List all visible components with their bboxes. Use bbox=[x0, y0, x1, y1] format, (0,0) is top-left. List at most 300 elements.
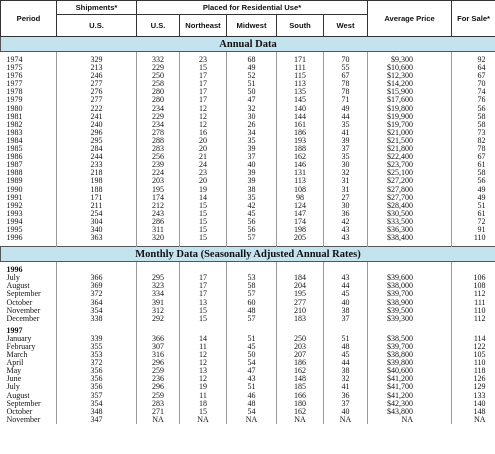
cell-south: 124 bbox=[277, 202, 324, 210]
cell-period: 1984 bbox=[6, 135, 23, 145]
cell-west: 36 bbox=[324, 392, 368, 400]
cell-midwest: 46 bbox=[227, 392, 277, 400]
header-average-price: Average Price bbox=[368, 1, 452, 37]
cell-west: 45 bbox=[324, 290, 368, 298]
cell-period: 1994 bbox=[6, 216, 23, 226]
cell-for-sale: 118 bbox=[452, 367, 495, 375]
cell-shipments-us: 372 bbox=[57, 290, 137, 298]
cell-placed-us: 288 bbox=[137, 137, 180, 145]
cell-west: 44 bbox=[324, 113, 368, 121]
cell-shipments-us: 213 bbox=[57, 64, 137, 72]
cell-midwest: 57 bbox=[227, 234, 277, 242]
table-row bbox=[1, 234, 495, 242]
cell-midwest: 68 bbox=[227, 56, 277, 64]
cell-midwest: 39 bbox=[227, 145, 277, 153]
cell-average-price: $28,400 bbox=[368, 202, 452, 210]
cell-for-sale: NA bbox=[452, 416, 495, 424]
cell-northeast: 15 bbox=[180, 307, 227, 315]
cell-south: 115 bbox=[277, 72, 324, 80]
cell-west: 41 bbox=[324, 383, 368, 391]
cell-northeast: 15 bbox=[180, 210, 227, 218]
table-body bbox=[1, 37, 495, 424]
cell-period: April bbox=[6, 358, 24, 368]
cell-midwest: 38 bbox=[227, 186, 277, 194]
cell-period: August bbox=[6, 390, 30, 400]
cell-placed-us: 283 bbox=[137, 400, 180, 408]
cell-northeast: 18 bbox=[180, 400, 227, 408]
cell-midwest: 49 bbox=[227, 64, 277, 72]
cell-period: 1995 bbox=[6, 224, 23, 234]
cell-midwest: 50 bbox=[227, 351, 277, 359]
cell-placed-us: 212 bbox=[137, 202, 180, 210]
cell-average-price: $22,400 bbox=[368, 153, 452, 161]
cell-shipments-us: 198 bbox=[57, 177, 137, 185]
cell-west: 39 bbox=[324, 137, 368, 145]
cell-south: 183 bbox=[277, 315, 324, 323]
cell-average-price: $38,800 bbox=[368, 351, 452, 359]
cell-placed-us: 295 bbox=[137, 274, 180, 282]
cell-shipments-us: 188 bbox=[57, 186, 137, 194]
cell-midwest: 54 bbox=[227, 359, 277, 367]
cell-period: 1993 bbox=[6, 208, 23, 218]
cell-for-sale: 58 bbox=[452, 121, 495, 129]
cell-shipments-us: 277 bbox=[57, 80, 137, 88]
cell-midwest: 58 bbox=[227, 282, 277, 290]
cell-midwest: 53 bbox=[227, 274, 277, 282]
cell-for-sale: 61 bbox=[452, 161, 495, 169]
cell-south: 184 bbox=[277, 274, 324, 282]
cell-south: 203 bbox=[277, 343, 324, 351]
cell-average-price: $41,200 bbox=[368, 392, 452, 400]
cell-average-price: $21,500 bbox=[368, 137, 452, 145]
cell-west: 45 bbox=[324, 351, 368, 359]
cell-for-sale: 73 bbox=[452, 129, 495, 137]
cell-shipments-us: 233 bbox=[57, 161, 137, 169]
cell-northeast: 11 bbox=[180, 343, 227, 351]
cell-period: 1981 bbox=[6, 111, 23, 121]
cell-for-sale: 106 bbox=[452, 274, 495, 282]
header-for-sale: For Sale* bbox=[452, 1, 495, 37]
cell-average-price: $19,700 bbox=[368, 121, 452, 129]
cell-south: 147 bbox=[277, 210, 324, 218]
cell-for-sale: 70 bbox=[452, 80, 495, 88]
cell-placed-us: 323 bbox=[137, 282, 180, 290]
cell-south: 180 bbox=[277, 400, 324, 408]
cell-south: 162 bbox=[277, 367, 324, 375]
cell-for-sale: 148 bbox=[452, 408, 495, 416]
cell-period: 1979 bbox=[6, 95, 23, 105]
table-row bbox=[1, 315, 495, 323]
cell-south: 146 bbox=[277, 161, 324, 169]
cell-northeast: 14 bbox=[180, 335, 227, 343]
cell-shipments-us: 277 bbox=[57, 96, 137, 104]
cell-placed-us: 280 bbox=[137, 88, 180, 96]
cell-northeast: 15 bbox=[180, 202, 227, 210]
cell-period: June bbox=[6, 374, 22, 384]
header-shipments-us: U.S. bbox=[57, 15, 137, 37]
cell-period: 1986 bbox=[6, 152, 23, 162]
cell-south: 113 bbox=[277, 80, 324, 88]
cell-midwest: 32 bbox=[227, 105, 277, 113]
cell-average-price: $33,500 bbox=[368, 218, 452, 226]
cell-west: 31 bbox=[324, 186, 368, 194]
cell-period: 1982 bbox=[6, 119, 23, 129]
cell-shipments-us: 357 bbox=[57, 392, 137, 400]
cell-average-price: $36,300 bbox=[368, 226, 452, 234]
cell-northeast: 16 bbox=[180, 129, 227, 137]
header-south: South bbox=[277, 15, 324, 37]
cell-shipments-us: 244 bbox=[57, 153, 137, 161]
cell-midwest: 47 bbox=[227, 367, 277, 375]
cell-for-sale: 58 bbox=[452, 169, 495, 177]
cell-midwest: 39 bbox=[227, 177, 277, 185]
cell-northeast: 13 bbox=[180, 299, 227, 307]
cell-northeast: 17 bbox=[180, 72, 227, 80]
cell-south: 161 bbox=[277, 121, 324, 129]
cell-average-price: NA bbox=[368, 416, 452, 424]
cell-west: 40 bbox=[324, 299, 368, 307]
cell-midwest: 26 bbox=[227, 121, 277, 129]
cell-northeast: 11 bbox=[180, 392, 227, 400]
cell-for-sale: 126 bbox=[452, 375, 495, 383]
header-period: Period bbox=[1, 1, 57, 37]
cell-west: 37 bbox=[324, 315, 368, 323]
cell-south: 131 bbox=[277, 169, 324, 177]
cell-midwest: 52 bbox=[227, 72, 277, 80]
cell-shipments-us: 240 bbox=[57, 121, 137, 129]
cell-south: NA bbox=[277, 416, 324, 424]
cell-placed-us: 307 bbox=[137, 343, 180, 351]
cell-midwest: 40 bbox=[227, 161, 277, 169]
cell-for-sale: 67 bbox=[452, 72, 495, 80]
cell-south: 205 bbox=[277, 234, 324, 242]
cell-for-sale: 74 bbox=[452, 88, 495, 96]
cell-for-sale: 72 bbox=[452, 218, 495, 226]
cell-west: 35 bbox=[324, 153, 368, 161]
cell-shipments-us: 347 bbox=[57, 416, 137, 424]
cell-south: 98 bbox=[277, 194, 324, 202]
cell-midwest: 34 bbox=[227, 129, 277, 137]
cell-midwest: 57 bbox=[227, 315, 277, 323]
cell-period: July bbox=[6, 273, 20, 283]
cell-average-price: $19,900 bbox=[368, 113, 452, 121]
cell-period: 1987 bbox=[6, 160, 23, 170]
cell-average-price: $17,600 bbox=[368, 96, 452, 104]
cell-for-sale: 112 bbox=[452, 315, 495, 323]
cell-placed-us: 292 bbox=[137, 315, 180, 323]
cell-average-price: $38,400 bbox=[368, 234, 452, 242]
cell-west: 43 bbox=[324, 234, 368, 242]
cell-south: 186 bbox=[277, 359, 324, 367]
cell-for-sale: 56 bbox=[452, 177, 495, 185]
cell-placed-us: 296 bbox=[137, 359, 180, 367]
cell-for-sale: 49 bbox=[452, 186, 495, 194]
cell-placed-us: 278 bbox=[137, 129, 180, 137]
cell-average-price: $27,200 bbox=[368, 177, 452, 185]
cell-south: 145 bbox=[277, 96, 324, 104]
cell-northeast: 12 bbox=[180, 351, 227, 359]
cell-south: 188 bbox=[277, 145, 324, 153]
cell-northeast: 17 bbox=[180, 290, 227, 298]
cell-west: 43 bbox=[324, 274, 368, 282]
cell-south: 210 bbox=[277, 307, 324, 315]
cell-northeast: 20 bbox=[180, 177, 227, 185]
cell-average-price: $39,700 bbox=[368, 343, 452, 351]
cell-south: 140 bbox=[277, 105, 324, 113]
cell-placed-us: 312 bbox=[137, 307, 180, 315]
cell-midwest: 43 bbox=[227, 375, 277, 383]
cell-period: 1996 bbox=[6, 233, 23, 243]
cell-midwest: 57 bbox=[227, 290, 277, 298]
cell-northeast: 23 bbox=[180, 56, 227, 64]
cell-shipments-us: 171 bbox=[57, 194, 137, 202]
cell-for-sale: 108 bbox=[452, 282, 495, 290]
cell-midwest: 30 bbox=[227, 113, 277, 121]
cell-average-price: $41,700 bbox=[368, 383, 452, 391]
cell-for-sale: 112 bbox=[452, 290, 495, 298]
cell-shipments-us: 340 bbox=[57, 226, 137, 234]
cell-average-price: $27,800 bbox=[368, 186, 452, 194]
cell-west: 40 bbox=[324, 408, 368, 416]
cell-northeast: 19 bbox=[180, 383, 227, 391]
cell-placed-us: 250 bbox=[137, 72, 180, 80]
cell-placed-us: 243 bbox=[137, 210, 180, 218]
cell-northeast: 17 bbox=[180, 88, 227, 96]
cell-west: 31 bbox=[324, 177, 368, 185]
cell-for-sale: 133 bbox=[452, 392, 495, 400]
cell-south: 277 bbox=[277, 299, 324, 307]
cell-west: 32 bbox=[324, 375, 368, 383]
cell-for-sale: 78 bbox=[452, 145, 495, 153]
cell-period: October bbox=[6, 406, 33, 416]
cell-shipments-us: 353 bbox=[57, 351, 137, 359]
cell-period: 1980 bbox=[6, 103, 23, 113]
cell-west: 36 bbox=[324, 210, 368, 218]
cell-average-price: $9,300 bbox=[368, 56, 452, 64]
cell-shipments-us: 369 bbox=[57, 282, 137, 290]
cell-average-price: $41,200 bbox=[368, 375, 452, 383]
cell-period: December bbox=[6, 313, 40, 323]
cell-south: 162 bbox=[277, 153, 324, 161]
cell-for-sale: 61 bbox=[452, 210, 495, 218]
cell-northeast: 15 bbox=[180, 64, 227, 72]
cell-shipments-us: 295 bbox=[57, 137, 137, 145]
cell-average-price: $38,900 bbox=[368, 299, 452, 307]
cell-for-sale: 105 bbox=[452, 351, 495, 359]
cell-period: 1992 bbox=[6, 200, 23, 210]
cell-west: 71 bbox=[324, 96, 368, 104]
cell-shipments-us: 222 bbox=[57, 105, 137, 113]
cell-placed-us: 195 bbox=[137, 186, 180, 194]
cell-northeast: 17 bbox=[180, 282, 227, 290]
cell-period: November bbox=[6, 305, 41, 315]
cell-west: 44 bbox=[324, 359, 368, 367]
cell-midwest: 60 bbox=[227, 299, 277, 307]
cell-west: 35 bbox=[324, 121, 368, 129]
cell-for-sale: 49 bbox=[452, 194, 495, 202]
cell-northeast: 12 bbox=[180, 121, 227, 129]
cell-period: October bbox=[6, 297, 33, 307]
cell-period: 1975 bbox=[6, 63, 23, 73]
cell-placed-us: 259 bbox=[137, 367, 180, 375]
cell-for-sale: 140 bbox=[452, 400, 495, 408]
cell-south: 135 bbox=[277, 88, 324, 96]
cell-period: 1974 bbox=[6, 55, 23, 64]
cell-west: 37 bbox=[324, 400, 368, 408]
cell-for-sale: 82 bbox=[452, 137, 495, 145]
cell-average-price: $10,600 bbox=[368, 64, 452, 72]
cell-shipments-us: 354 bbox=[57, 400, 137, 408]
cell-placed-us: 229 bbox=[137, 113, 180, 121]
cell-shipments-us: 304 bbox=[57, 218, 137, 226]
cell-shipments-us: 338 bbox=[57, 315, 137, 323]
cell-northeast: 21 bbox=[180, 153, 227, 161]
cell-average-price: $19,800 bbox=[368, 105, 452, 113]
cell-placed-us: 236 bbox=[137, 375, 180, 383]
cell-placed-us: 320 bbox=[137, 234, 180, 242]
cell-for-sale: 110 bbox=[452, 307, 495, 315]
cell-placed-us: 283 bbox=[137, 145, 180, 153]
header-west: West bbox=[324, 15, 368, 37]
cell-period: 1991 bbox=[6, 192, 23, 202]
cell-south: 204 bbox=[277, 282, 324, 290]
cell-placed-us: NA bbox=[137, 416, 180, 424]
cell-south: 250 bbox=[277, 335, 324, 343]
cell-west: 32 bbox=[324, 169, 368, 177]
cell-northeast: 17 bbox=[180, 96, 227, 104]
cell-for-sale: 92 bbox=[452, 56, 495, 64]
cell-west: 78 bbox=[324, 80, 368, 88]
cell-west: 41 bbox=[324, 129, 368, 137]
cell-west: 55 bbox=[324, 64, 368, 72]
header-northeast: Northeast bbox=[180, 15, 227, 37]
cell-placed-us: 203 bbox=[137, 177, 180, 185]
cell-average-price: $25,100 bbox=[368, 169, 452, 177]
cell-placed-us: 258 bbox=[137, 80, 180, 88]
cell-period: January bbox=[6, 333, 32, 343]
cell-northeast: 13 bbox=[180, 367, 227, 375]
cell-average-price: $39,700 bbox=[368, 290, 452, 298]
cell-midwest: 45 bbox=[227, 343, 277, 351]
cell-west: NA bbox=[324, 416, 368, 424]
header-midwest: Midwest bbox=[227, 15, 277, 37]
cell-placed-us: 316 bbox=[137, 351, 180, 359]
cell-northeast: 12 bbox=[180, 113, 227, 121]
table-header bbox=[1, 1, 495, 37]
cell-for-sale: 110 bbox=[452, 234, 495, 242]
cell-period: 1978 bbox=[6, 87, 23, 97]
cell-average-price: $21,000 bbox=[368, 129, 452, 137]
monthly-section-title: Monthly Data (Seasonally Adjusted Annual Rates) bbox=[1, 247, 495, 262]
cell-midwest: 42 bbox=[227, 202, 277, 210]
cell-northeast: 24 bbox=[180, 161, 227, 169]
cell-placed-us: 224 bbox=[137, 169, 180, 177]
cell-average-price: $40,600 bbox=[368, 367, 452, 375]
cell-shipments-us: 284 bbox=[57, 145, 137, 153]
cell-placed-us: 311 bbox=[137, 226, 180, 234]
cell-shipments-us: 241 bbox=[57, 113, 137, 121]
cell-shipments-us: 329 bbox=[57, 56, 137, 64]
cell-average-price: $12,300 bbox=[368, 72, 452, 80]
header-placed: Placed for Residential Use* bbox=[137, 1, 368, 15]
cell-northeast: 12 bbox=[180, 105, 227, 113]
cell-northeast: 23 bbox=[180, 169, 227, 177]
cell-average-price: $30,500 bbox=[368, 210, 452, 218]
cell-for-sale: 114 bbox=[452, 335, 495, 343]
cell-midwest: 45 bbox=[227, 210, 277, 218]
cell-northeast: 19 bbox=[180, 186, 227, 194]
cell-average-price: $39,800 bbox=[368, 359, 452, 367]
cell-period: 1988 bbox=[6, 168, 23, 178]
cell-average-price: $21,800 bbox=[368, 145, 452, 153]
cell-period: 1983 bbox=[6, 127, 23, 137]
cell-shipments-us: 356 bbox=[57, 375, 137, 383]
cell-midwest: 35 bbox=[227, 137, 277, 145]
cell-west: 30 bbox=[324, 161, 368, 169]
year-heading: 1997 bbox=[6, 325, 23, 335]
cell-for-sale: 129 bbox=[452, 383, 495, 391]
cell-period: August bbox=[6, 281, 30, 291]
cell-average-price: $42,300 bbox=[368, 400, 452, 408]
cell-period: 1990 bbox=[6, 184, 23, 194]
cell-west: 42 bbox=[324, 218, 368, 226]
cell-shipments-us: 348 bbox=[57, 408, 137, 416]
cell-for-sale: 64 bbox=[452, 64, 495, 72]
cell-for-sale: 111 bbox=[452, 299, 495, 307]
cell-for-sale: 91 bbox=[452, 226, 495, 234]
year-heading: 1996 bbox=[6, 265, 23, 275]
cell-northeast: NA bbox=[180, 416, 227, 424]
monthly-section-row bbox=[1, 247, 495, 262]
cell-midwest: 56 bbox=[227, 226, 277, 234]
cell-south: 195 bbox=[277, 290, 324, 298]
cell-period: February bbox=[6, 342, 36, 351]
cell-placed-us: 366 bbox=[137, 335, 180, 343]
cell-west: 49 bbox=[324, 105, 368, 113]
cell-northeast: 20 bbox=[180, 137, 227, 145]
cell-northeast: 15 bbox=[180, 234, 227, 242]
header-placed-us: U.S. bbox=[137, 15, 180, 37]
cell-midwest: 39 bbox=[227, 169, 277, 177]
cell-south: 162 bbox=[277, 408, 324, 416]
cell-south: 198 bbox=[277, 226, 324, 234]
cell-average-price: $23,700 bbox=[368, 161, 452, 169]
cell-shipments-us: 363 bbox=[57, 234, 137, 242]
cell-average-price: $39,500 bbox=[368, 307, 452, 315]
cell-average-price: $15,900 bbox=[368, 88, 452, 96]
cell-south: 193 bbox=[277, 137, 324, 145]
cell-placed-us: 280 bbox=[137, 96, 180, 104]
cell-west: 48 bbox=[324, 343, 368, 351]
cell-for-sale: 58 bbox=[452, 113, 495, 121]
cell-south: 113 bbox=[277, 177, 324, 185]
cell-average-price: $43,800 bbox=[368, 408, 452, 416]
cell-west: 38 bbox=[324, 367, 368, 375]
cell-placed-us: 296 bbox=[137, 383, 180, 391]
cell-placed-us: 234 bbox=[137, 121, 180, 129]
cell-south: 186 bbox=[277, 129, 324, 137]
cell-midwest: 54 bbox=[227, 408, 277, 416]
cell-shipments-us: 364 bbox=[57, 299, 137, 307]
cell-shipments-us: 356 bbox=[57, 383, 137, 391]
cell-placed-us: 334 bbox=[137, 290, 180, 298]
cell-midwest: 51 bbox=[227, 383, 277, 391]
cell-west: 27 bbox=[324, 194, 368, 202]
cell-west: 44 bbox=[324, 282, 368, 290]
cell-average-price: $27,700 bbox=[368, 194, 452, 202]
cell-for-sale: 51 bbox=[452, 202, 495, 210]
cell-average-price: $38,500 bbox=[368, 335, 452, 343]
